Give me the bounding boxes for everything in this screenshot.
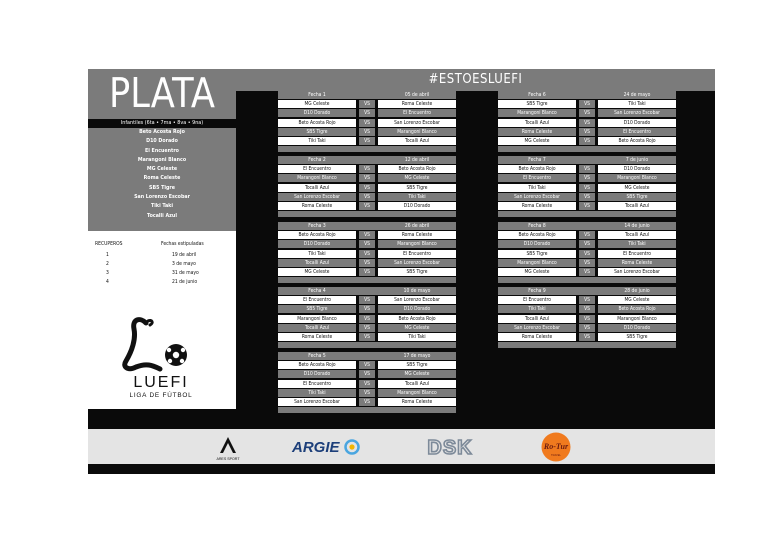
- fixture-date: 10 de mayo: [403, 288, 431, 294]
- fixture-date: 7 de junio: [625, 157, 649, 163]
- vs-label: VS: [579, 324, 595, 332]
- home-team: San Lorenzo Escobar: [498, 324, 576, 332]
- sponsor-ares: [206, 429, 250, 464]
- vs-label: VS: [359, 240, 375, 248]
- match-row: [278, 240, 456, 248]
- logo-tagline: LIGA DE FÚTBOL: [129, 392, 193, 399]
- team-entry: D10 Dorado: [146, 138, 178, 145]
- home-team: Tiki Taki: [498, 184, 576, 192]
- match-row: [498, 128, 676, 136]
- away-team: SB5 Tigre: [598, 333, 676, 341]
- home-team: Tocalli Azul: [498, 119, 576, 127]
- vs-label: VS: [359, 398, 375, 406]
- home-team: El Encuentro: [498, 174, 576, 182]
- vs-label: VS: [359, 333, 375, 341]
- match-row: [278, 398, 456, 406]
- recuperos-date: 31 de mayo: [172, 270, 199, 276]
- fixture-block: [278, 222, 456, 283]
- vs-label: VS: [579, 109, 595, 117]
- team-entry: MG Celeste: [146, 166, 178, 173]
- match-row: [278, 128, 456, 136]
- match-row: [278, 305, 456, 313]
- home-team: SB5 Tigre: [498, 250, 576, 258]
- fixture-header: [498, 156, 676, 164]
- away-team: Marangoni Blanco: [598, 315, 676, 323]
- match-row: [278, 202, 456, 210]
- match-row: [278, 100, 456, 108]
- team-entry: Tocalli Azul: [147, 212, 177, 219]
- away-team: D10 Dorado: [598, 165, 676, 173]
- sponsor-rotur: [534, 429, 578, 464]
- match-row: [498, 174, 676, 182]
- svg-text:Ro-Tur: Ro-Tur: [543, 441, 569, 451]
- category-label: Infantiles (6ta • 7ma • 8va • 9na): [88, 119, 236, 128]
- match-row: [498, 324, 676, 332]
- match-row: [278, 324, 456, 332]
- home-team: Tocalli Azul: [498, 315, 576, 323]
- svg-text:DSK: DSK: [427, 436, 473, 459]
- away-team: MG Celeste: [598, 296, 676, 304]
- away-team: MG Celeste: [378, 370, 456, 378]
- away-team: Beto Acosta Rojo: [598, 305, 676, 313]
- match-row: [498, 165, 676, 173]
- away-team: El Encuentro: [378, 250, 456, 258]
- home-team: SB5 Tigre: [278, 128, 356, 136]
- vs-label: VS: [359, 128, 375, 136]
- away-team: Tocalli Azul: [378, 380, 456, 388]
- fixture-date: 14 de junio: [624, 223, 650, 229]
- home-team: D10 Dorado: [278, 240, 356, 248]
- fixture-block: [278, 91, 456, 152]
- home-team: El Encuentro: [278, 296, 356, 304]
- match-row: [498, 333, 676, 341]
- match-row: [278, 268, 456, 276]
- vs-label: VS: [579, 193, 595, 201]
- recuperos-number: 2: [106, 261, 109, 267]
- match-row: [278, 315, 456, 323]
- dsk-logo: [418, 435, 482, 459]
- home-team: D10 Dorado: [278, 109, 356, 117]
- away-team: D10 Dorado: [378, 305, 456, 313]
- vs-label: VS: [579, 202, 595, 210]
- vs-label: VS: [359, 109, 375, 117]
- argie-logo: [290, 433, 362, 461]
- away-team: Tocalli Azul: [378, 137, 456, 145]
- away-team: SB5 Tigre: [378, 268, 456, 276]
- match-row: [278, 109, 456, 117]
- fixture-name: Fecha 3: [308, 223, 326, 229]
- team-entry: San Lorenzo Escobar: [134, 194, 190, 201]
- match-row: [498, 250, 676, 258]
- match-row: [498, 193, 676, 201]
- away-team: Roma Celeste: [378, 398, 456, 406]
- match-row: [498, 305, 676, 313]
- match-row: [278, 174, 456, 182]
- home-team: San Lorenzo Escobar: [278, 193, 356, 201]
- vs-label: VS: [359, 250, 375, 258]
- home-team: Roma Celeste: [278, 333, 356, 341]
- recuperos-number: 4: [106, 279, 109, 285]
- recuperos-number: 1: [106, 252, 109, 258]
- team-entry: Roma Celeste: [143, 175, 181, 182]
- fixture-date: 12 de abril: [404, 157, 430, 163]
- match-row: [498, 315, 676, 323]
- fixture-footer: [278, 342, 456, 348]
- vs-label: VS: [359, 165, 375, 173]
- away-team: Tiki Taki: [378, 193, 456, 201]
- vs-label: VS: [359, 370, 375, 378]
- hashtag-bar: [236, 69, 715, 91]
- fixture-footer: [278, 407, 456, 413]
- away-team: Beto Acosta Rojo: [598, 137, 676, 145]
- fixture-footer: [498, 146, 676, 152]
- svg-text:ARES SPORT: ARES SPORT: [216, 456, 240, 461]
- fixture-block: [498, 222, 676, 283]
- recuperos-date: 3 de mayo: [172, 261, 196, 267]
- match-row: [278, 250, 456, 258]
- vs-label: VS: [579, 119, 595, 127]
- away-team: El Encuentro: [598, 128, 676, 136]
- away-team: Marangoni Blanco: [378, 389, 456, 397]
- away-team: San Lorenzo Escobar: [598, 109, 676, 117]
- fixture-sheet: [88, 69, 715, 474]
- away-team: MG Celeste: [378, 324, 456, 332]
- team-entry: Tiki Taki: [151, 203, 173, 210]
- team-entry: SB5 Tigre: [149, 184, 175, 191]
- team-list: [88, 128, 236, 231]
- home-team: Tocalli Azul: [278, 324, 356, 332]
- vs-label: VS: [359, 119, 375, 127]
- away-team: Tiki Taki: [378, 333, 456, 341]
- home-team: Marangoni Blanco: [278, 315, 356, 323]
- home-team: MG Celeste: [278, 268, 356, 276]
- vs-label: VS: [579, 240, 595, 248]
- sponsor-argie: [290, 429, 362, 464]
- home-team: Tiki Taki: [278, 389, 356, 397]
- vs-label: VS: [579, 315, 595, 323]
- fixture-block: [498, 91, 676, 152]
- match-row: [278, 370, 456, 378]
- fixture-name: Fecha 1: [308, 92, 326, 98]
- match-row: [498, 240, 676, 248]
- rotur-logo: [536, 431, 576, 463]
- home-team: Tiki Taki: [278, 250, 356, 258]
- match-row: [278, 184, 456, 192]
- luefi-logo: [88, 309, 236, 409]
- away-team: D10 Dorado: [378, 202, 456, 210]
- page-title: PLATA: [108, 69, 216, 117]
- fixture-footer: [498, 211, 676, 217]
- fixture-name: Fecha 2: [308, 157, 326, 163]
- home-team: MG Celeste: [498, 137, 576, 145]
- home-team: El Encuentro: [278, 380, 356, 388]
- vs-label: VS: [359, 361, 375, 369]
- match-row: [498, 268, 676, 276]
- fixture-header: [278, 156, 456, 164]
- home-team: El Encuentro: [278, 165, 356, 173]
- away-team: SB5 Tigre: [598, 193, 676, 201]
- vs-label: VS: [359, 324, 375, 332]
- match-row: [498, 259, 676, 267]
- away-team: SB5 Tigre: [378, 184, 456, 192]
- home-team: San Lorenzo Escobar: [278, 398, 356, 406]
- away-team: Beto Acosta Rojo: [378, 315, 456, 323]
- fixture-header: [278, 91, 456, 99]
- vs-label: VS: [579, 259, 595, 267]
- vs-label: VS: [579, 305, 595, 313]
- away-team: SB5 Tigre: [378, 361, 456, 369]
- vs-label: VS: [359, 137, 375, 145]
- vs-label: VS: [579, 174, 595, 182]
- fixture-header: [278, 352, 456, 360]
- recuperos-dates-label: Fechas estipuladas: [161, 241, 204, 247]
- vs-label: VS: [359, 296, 375, 304]
- vs-label: VS: [359, 174, 375, 182]
- away-team: Tocalli Azul: [598, 231, 676, 239]
- home-team: Tocalli Azul: [278, 259, 356, 267]
- vs-label: VS: [579, 250, 595, 258]
- vs-label: VS: [579, 333, 595, 341]
- match-row: [278, 165, 456, 173]
- vs-label: VS: [579, 137, 595, 145]
- match-row: [498, 100, 676, 108]
- recuperos-row: [88, 279, 236, 288]
- vs-label: VS: [359, 389, 375, 397]
- home-team: Tiki Taki: [278, 137, 356, 145]
- match-row: [498, 296, 676, 304]
- vs-label: VS: [359, 184, 375, 192]
- fixture-header: [498, 91, 676, 99]
- away-team: El Encuentro: [378, 109, 456, 117]
- away-team: Marangoni Blanco: [598, 174, 676, 182]
- vs-label: VS: [359, 193, 375, 201]
- home-team: Marangoni Blanco: [278, 174, 356, 182]
- match-row: [278, 296, 456, 304]
- home-team: Beto Acosta Rojo: [498, 165, 576, 173]
- recuperos-row: [88, 261, 236, 270]
- vs-label: VS: [579, 100, 595, 108]
- hashtag: #ESTOESLUEFI: [428, 72, 523, 87]
- away-team: Marangoni Blanco: [378, 240, 456, 248]
- vs-label: VS: [579, 268, 595, 276]
- away-team: San Lorenzo Escobar: [598, 268, 676, 276]
- match-row: [278, 389, 456, 397]
- home-team: Marangoni Blanco: [498, 259, 576, 267]
- fixture-block: [278, 287, 456, 348]
- match-row: [278, 137, 456, 145]
- home-team: Roma Celeste: [498, 333, 576, 341]
- fixture-name: Fecha 4: [308, 288, 326, 294]
- recuperos-row: [88, 252, 236, 261]
- fixture-date: 26 de abril: [404, 223, 430, 229]
- match-row: [278, 361, 456, 369]
- home-team: Beto Acosta Rojo: [498, 231, 576, 239]
- vs-label: VS: [579, 296, 595, 304]
- fixture-footer: [498, 277, 676, 283]
- recuperos-number: 3: [106, 270, 109, 276]
- soccer-ball-icon: [165, 344, 187, 366]
- home-team: Beto Acosta Rojo: [278, 231, 356, 239]
- match-row: [498, 184, 676, 192]
- vs-label: VS: [579, 184, 595, 192]
- logo-l-shape: [125, 320, 160, 369]
- vs-label: VS: [579, 231, 595, 239]
- home-team: MG Celeste: [498, 268, 576, 276]
- match-row: [278, 193, 456, 201]
- fixture-block: [278, 352, 456, 413]
- vs-label: VS: [359, 202, 375, 210]
- vs-label: VS: [579, 128, 595, 136]
- match-row: [498, 202, 676, 210]
- fixture-header: [498, 222, 676, 230]
- vs-label: VS: [359, 259, 375, 267]
- fixture-name: Fecha 5: [308, 353, 326, 359]
- logo-name: LUEFI: [133, 374, 189, 391]
- vs-label: VS: [359, 268, 375, 276]
- home-team: Tiki Taki: [498, 305, 576, 313]
- away-team: San Lorenzo Escobar: [378, 296, 456, 304]
- fixture-header: [278, 287, 456, 295]
- home-team: D10 Dorado: [278, 370, 356, 378]
- vs-label: VS: [359, 100, 375, 108]
- away-team: MG Celeste: [378, 174, 456, 182]
- fixture-name: Fecha 9: [528, 288, 546, 294]
- sponsor-bar: [88, 429, 715, 464]
- fixture-block: [278, 156, 456, 217]
- fixture-name: Fecha 8: [528, 223, 546, 229]
- fixture-date: 28 de junio: [624, 288, 650, 294]
- away-team: D10 Dorado: [598, 324, 676, 332]
- match-row: [498, 231, 676, 239]
- away-team: Marangoni Blanco: [378, 128, 456, 136]
- left-panel: [88, 69, 236, 409]
- fixture-date: 17 de mayo: [403, 353, 431, 359]
- match-row: [498, 109, 676, 117]
- match-row: [498, 119, 676, 127]
- home-team: SB5 Tigre: [498, 100, 576, 108]
- home-team: Roma Celeste: [498, 202, 576, 210]
- home-team: San Lorenzo Escobar: [498, 193, 576, 201]
- away-team: MG Celeste: [598, 184, 676, 192]
- match-row: [278, 333, 456, 341]
- fixture-footer: [278, 211, 456, 217]
- home-team: Roma Celeste: [498, 128, 576, 136]
- away-team: Roma Celeste: [378, 231, 456, 239]
- home-team: MG Celeste: [278, 100, 356, 108]
- away-team: Roma Celeste: [378, 100, 456, 108]
- match-row: [278, 119, 456, 127]
- recuperos-label: RECUPEROS: [95, 241, 123, 247]
- team-entry: Beto Acosta Rojo: [139, 129, 185, 135]
- sponsor-dsk: [418, 429, 482, 464]
- fixture-header: [278, 222, 456, 230]
- recuperos-row: [88, 270, 236, 279]
- team-entry: Marangoni Blanco: [137, 156, 187, 163]
- home-team: D10 Dorado: [498, 240, 576, 248]
- away-team: Beto Acosta Rojo: [378, 165, 456, 173]
- away-team: D10 Dorado: [598, 119, 676, 127]
- fixture-footer: [498, 342, 676, 348]
- home-team: SB5 Tigre: [278, 305, 356, 313]
- away-team: Roma Celeste: [598, 259, 676, 267]
- away-team: Tocalli Azul: [598, 202, 676, 210]
- vs-label: VS: [359, 315, 375, 323]
- home-team: Beto Acosta Rojo: [278, 361, 356, 369]
- fixture-footer: [278, 277, 456, 283]
- recuperos-date: 19 de abril: [172, 252, 197, 258]
- match-row: [278, 231, 456, 239]
- svg-text:ARGIE: ARGIE: [292, 438, 340, 456]
- team-entry: El Encuentro: [145, 147, 179, 154]
- ares-sport-logo: [206, 431, 250, 463]
- fixture-header: [498, 287, 676, 295]
- title-box: [88, 69, 236, 119]
- home-team: Roma Celeste: [278, 202, 356, 210]
- fixture-footer: [278, 146, 456, 152]
- match-row: [498, 137, 676, 145]
- fixture-name: Fecha 6: [528, 92, 546, 98]
- vs-label: VS: [579, 165, 595, 173]
- fixture-date: 24 de mayo: [623, 92, 651, 98]
- fixture-block: [498, 156, 676, 217]
- away-team: El Encuentro: [598, 250, 676, 258]
- match-row: [278, 380, 456, 388]
- svg-text:TRAVEL: TRAVEL: [551, 453, 561, 457]
- fixture-date: 05 de abril: [404, 92, 430, 98]
- away-team: San Lorenzo Escobar: [378, 259, 456, 267]
- away-team: San Lorenzo Escobar: [378, 119, 456, 127]
- fixture-name: Fecha 7: [528, 157, 546, 163]
- home-team: Beto Acosta Rojo: [278, 119, 356, 127]
- home-team: El Encuentro: [498, 296, 576, 304]
- away-team: Tiki Taki: [598, 240, 676, 248]
- home-team: Marangoni Blanco: [498, 109, 576, 117]
- vs-label: VS: [359, 231, 375, 239]
- away-team: Tiki Taki: [598, 100, 676, 108]
- home-team: Tocalli Azul: [278, 184, 356, 192]
- vs-label: VS: [359, 305, 375, 313]
- recuperos-date: 21 de junio: [172, 279, 198, 285]
- vs-label: VS: [359, 380, 375, 388]
- fixture-block: [498, 287, 676, 348]
- match-row: [278, 259, 456, 267]
